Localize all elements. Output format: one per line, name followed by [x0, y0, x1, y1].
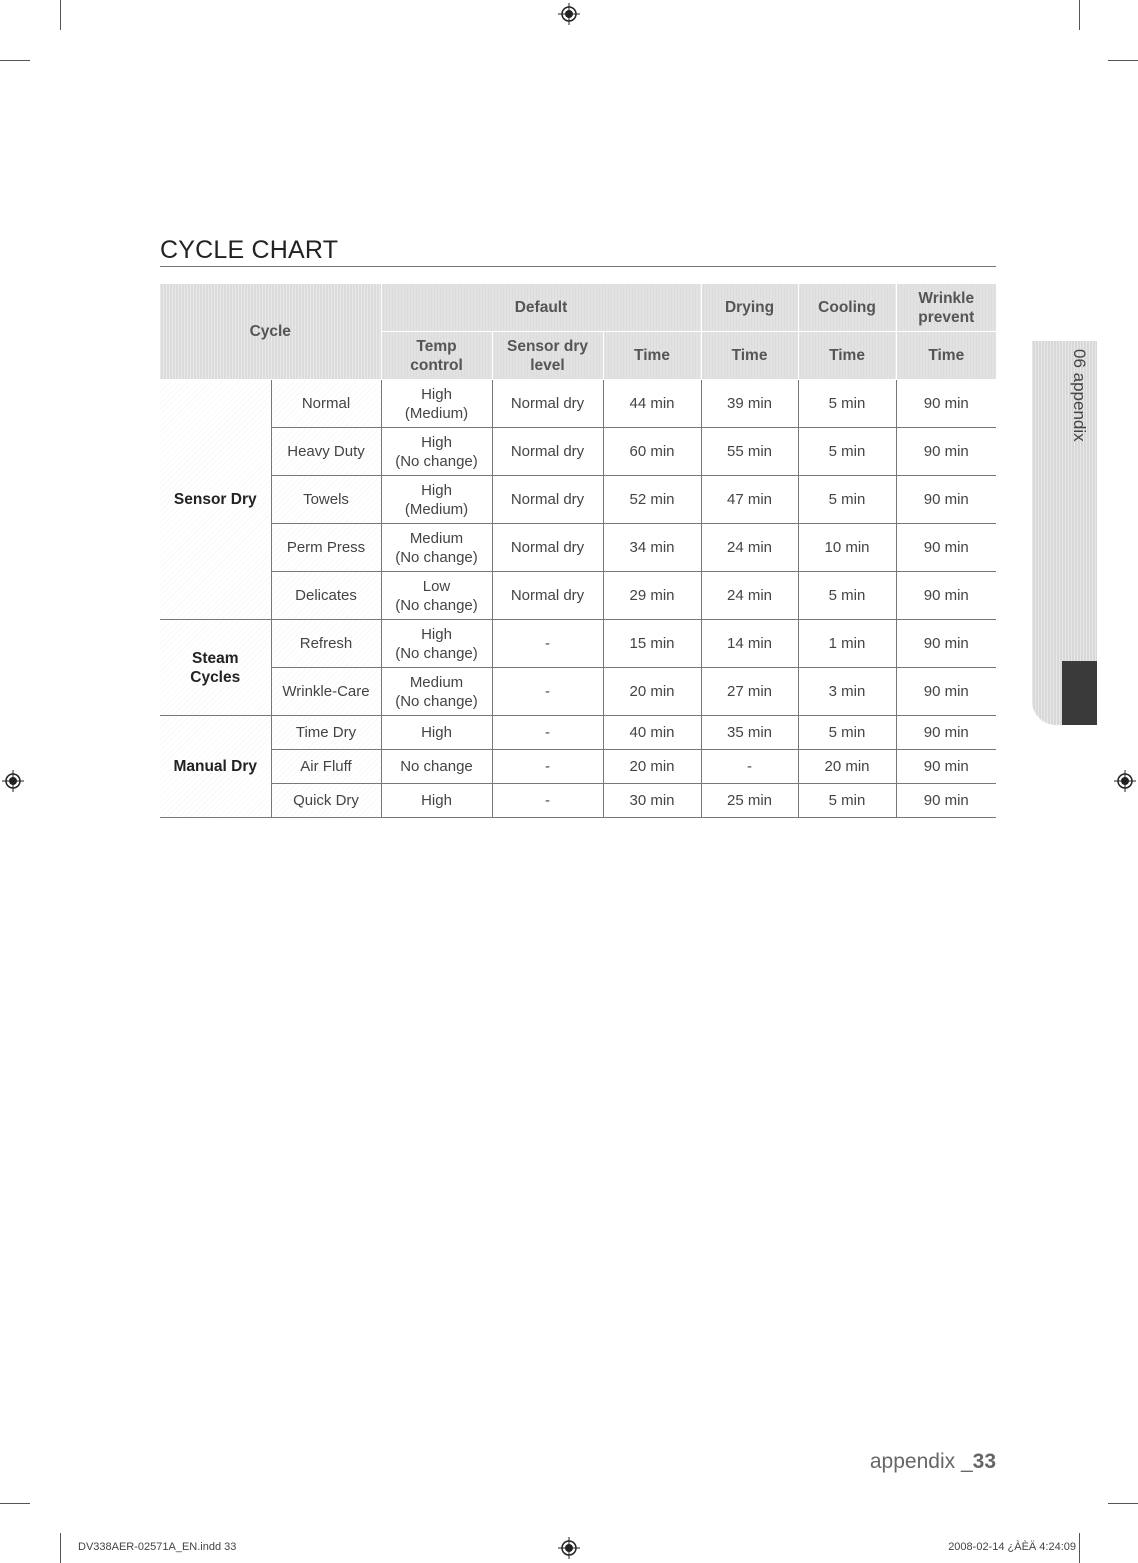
wrinkle-time-cell: 90 min	[896, 380, 996, 428]
table-row	[160, 524, 996, 572]
cooling-time-cell: 3 min	[798, 668, 896, 716]
header-wrinkle-time: Time	[896, 332, 996, 380]
section-side-tab	[1032, 341, 1097, 725]
sensor-level-cell: -	[492, 716, 603, 750]
drying-time-cell: 24 min	[701, 524, 798, 572]
page-title: CYCLE CHART	[160, 236, 339, 264]
crop-mark	[60, 1533, 61, 1563]
cell-line: (No change)	[395, 644, 478, 662]
header-cycle: Cycle	[160, 284, 381, 380]
group-label-line: Cycles	[190, 668, 241, 686]
header-line: Wrinkle	[918, 289, 975, 307]
registration-mark-icon	[2, 770, 24, 792]
cell-line: High	[421, 481, 452, 499]
cooling-time-cell: 5 min	[798, 784, 896, 818]
crop-mark	[0, 60, 30, 61]
table-row	[160, 572, 996, 620]
temp-control-cell: No change	[381, 750, 492, 784]
drying-time-cell: 27 min	[701, 668, 798, 716]
header-drying: Drying	[701, 284, 798, 332]
default-time-cell: 30 min	[603, 784, 701, 818]
header-line: control	[410, 356, 463, 374]
cooling-time-cell: 20 min	[798, 750, 896, 784]
drying-time-cell: 55 min	[701, 428, 798, 476]
default-time-cell: 15 min	[603, 620, 701, 668]
drying-time-cell: 25 min	[701, 784, 798, 818]
header-temp-control	[381, 332, 492, 380]
group-label-sensor-dry: Sensor Dry	[160, 380, 271, 620]
cell-line: High	[421, 433, 452, 451]
print-slug-file: DV338AER-02571A_EN.indd 33	[78, 1541, 237, 1553]
side-tab-marker	[1062, 661, 1097, 725]
sensor-level-cell: -	[492, 668, 603, 716]
temp-control-cell	[381, 524, 492, 572]
wrinkle-time-cell: 90 min	[896, 784, 996, 818]
crop-mark	[0, 1503, 30, 1504]
sensor-level-cell: Normal dry	[492, 428, 603, 476]
cell-line: (No change)	[395, 692, 478, 710]
temp-control-cell	[381, 572, 492, 620]
page-number-value: 33	[972, 1450, 996, 1473]
cell-line: (No change)	[395, 548, 478, 566]
table-row	[160, 476, 996, 524]
group-label-manual-dry: Manual Dry	[160, 716, 271, 818]
temp-control-cell	[381, 668, 492, 716]
temp-control-cell	[381, 476, 492, 524]
cycle-name: Quick Dry	[271, 784, 381, 818]
wrinkle-time-cell: 90 min	[896, 716, 996, 750]
table-row	[160, 668, 996, 716]
header-cooling-time: Time	[798, 332, 896, 380]
default-time-cell: 20 min	[603, 750, 701, 784]
cell-line: Low	[422, 577, 451, 595]
table-row	[160, 380, 996, 428]
default-time-cell: 60 min	[603, 428, 701, 476]
wrinkle-time-cell: 90 min	[896, 750, 996, 784]
temp-control-cell: High	[381, 784, 492, 818]
wrinkle-time-cell: 90 min	[896, 620, 996, 668]
header-drying-time: Time	[701, 332, 798, 380]
default-time-cell: 29 min	[603, 572, 701, 620]
cycle-name: Time Dry	[271, 716, 381, 750]
cycle-name: Wrinkle-Care	[271, 668, 381, 716]
cell-line: (No change)	[395, 452, 478, 470]
temp-control-cell: High	[381, 716, 492, 750]
crop-mark	[1079, 1533, 1080, 1563]
temp-control-cell	[381, 380, 492, 428]
table-row	[160, 620, 996, 668]
group-label-line: Steam	[191, 649, 239, 667]
wrinkle-time-cell: 90 min	[896, 524, 996, 572]
cell-line: High	[421, 625, 452, 643]
sensor-level-cell: -	[492, 784, 603, 818]
cycle-name: Normal	[271, 380, 381, 428]
page-section-label: appendix _	[869, 1450, 973, 1473]
side-tab-label: 06 appendix	[1070, 349, 1089, 442]
drying-time-cell: 35 min	[701, 716, 798, 750]
crop-mark	[60, 0, 61, 30]
cycle-name: Towels	[271, 476, 381, 524]
sensor-level-cell: Normal dry	[492, 476, 603, 524]
cooling-time-cell: 5 min	[798, 476, 896, 524]
drying-time-cell: 24 min	[701, 572, 798, 620]
wrinkle-time-cell: 90 min	[896, 476, 996, 524]
default-time-cell: 44 min	[603, 380, 701, 428]
drying-time-cell: 14 min	[701, 620, 798, 668]
cycle-name: Refresh	[271, 620, 381, 668]
drying-time-cell: 47 min	[701, 476, 798, 524]
cooling-time-cell: 5 min	[798, 572, 896, 620]
drying-time-cell: 39 min	[701, 380, 798, 428]
cooling-time-cell: 5 min	[798, 380, 896, 428]
cell-line: (Medium)	[404, 500, 469, 518]
cycle-name: Heavy Duty	[271, 428, 381, 476]
header-line: prevent	[918, 308, 975, 326]
registration-mark-icon	[1114, 770, 1136, 792]
wrinkle-time-cell: 90 min	[896, 572, 996, 620]
header-default-time: Time	[603, 332, 701, 380]
cell-line: (Medium)	[404, 404, 469, 422]
header-line: level	[530, 356, 565, 374]
header-line: Temp	[416, 337, 457, 355]
sensor-level-cell: -	[492, 620, 603, 668]
title-divider	[160, 266, 996, 267]
temp-control-cell	[381, 428, 492, 476]
crop-mark	[1108, 60, 1138, 61]
header-default: Default	[381, 284, 701, 332]
registration-mark-icon	[558, 3, 580, 25]
header-sensor-dry-level	[492, 332, 603, 380]
cooling-time-cell: 1 min	[798, 620, 896, 668]
crop-mark	[1108, 1503, 1138, 1504]
header-line: Sensor dry	[507, 337, 588, 355]
cycle-chart-table	[160, 284, 996, 818]
cycle-name: Air Fluff	[271, 750, 381, 784]
header-wrinkle-prevent	[896, 284, 996, 332]
wrinkle-time-cell: 90 min	[896, 428, 996, 476]
cooling-time-cell: 5 min	[798, 428, 896, 476]
sensor-level-cell: -	[492, 750, 603, 784]
sensor-level-cell: Normal dry	[492, 572, 603, 620]
cell-line: Medium	[409, 673, 464, 691]
default-time-cell: 34 min	[603, 524, 701, 572]
cooling-time-cell: 10 min	[798, 524, 896, 572]
registration-mark-icon	[558, 1537, 580, 1559]
table-row	[160, 750, 996, 784]
default-time-cell: 40 min	[603, 716, 701, 750]
table-row	[160, 784, 996, 818]
header-cooling: Cooling	[798, 284, 896, 332]
print-slug-date: 2008-02-14 ¿ÀÈÄ 4:24:09	[948, 1541, 1076, 1553]
drying-time-cell: -	[701, 750, 798, 784]
cell-line: Medium	[409, 529, 464, 547]
cell-line: (No change)	[395, 596, 478, 614]
table-row	[160, 428, 996, 476]
wrinkle-time-cell: 90 min	[896, 668, 996, 716]
temp-control-cell	[381, 620, 492, 668]
default-time-cell: 20 min	[603, 668, 701, 716]
default-time-cell: 52 min	[603, 476, 701, 524]
cooling-time-cell: 5 min	[798, 716, 896, 750]
page-number	[870, 1450, 996, 1474]
cell-line: High	[421, 385, 452, 403]
crop-mark	[1079, 0, 1080, 30]
sensor-level-cell: Normal dry	[492, 380, 603, 428]
cycle-name: Perm Press	[271, 524, 381, 572]
cycle-name: Delicates	[271, 572, 381, 620]
table-row	[160, 716, 996, 750]
group-label-steam-cycles	[160, 620, 271, 716]
sensor-level-cell: Normal dry	[492, 524, 603, 572]
